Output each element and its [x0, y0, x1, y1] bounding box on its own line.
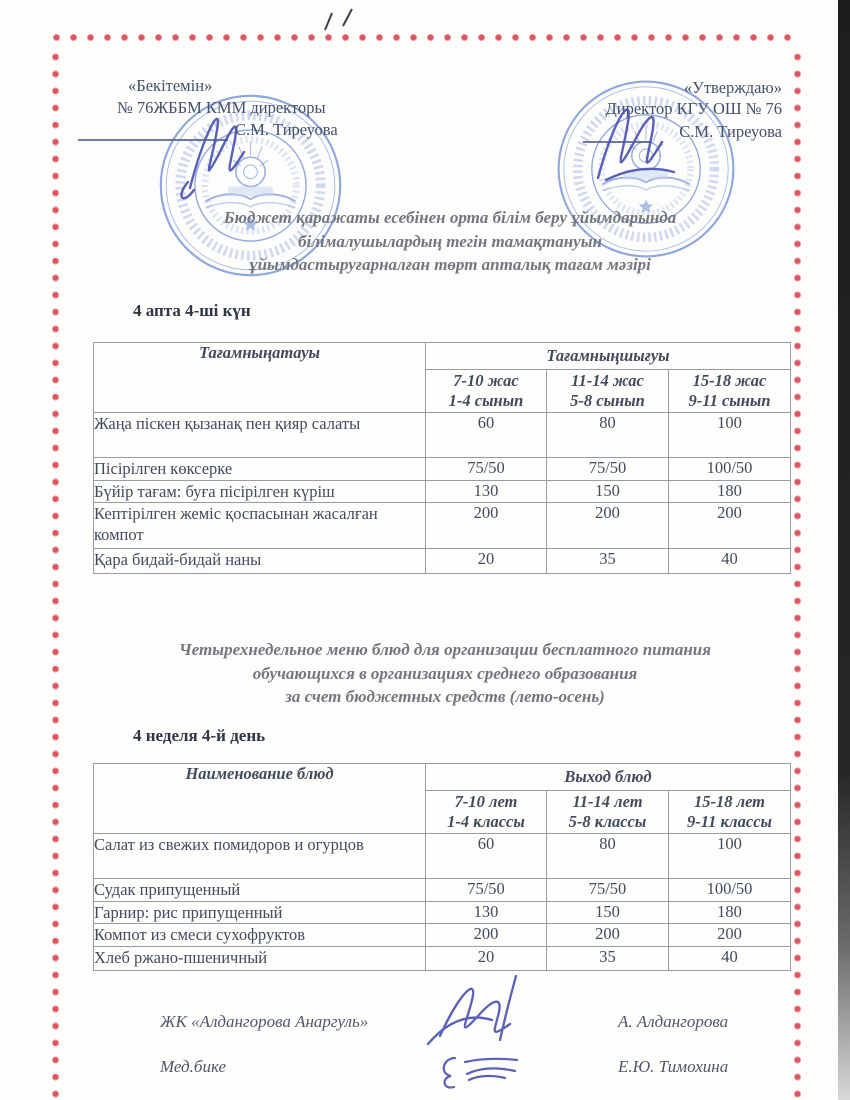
ru-age-1: 7-10 лет [454, 792, 518, 811]
ru-grade-1: 1-4 классы [447, 812, 525, 831]
dish-name: Бүйір тағам: буға пісірілген күріш [94, 481, 426, 503]
dish-value: 100/50 [669, 458, 791, 481]
dish-name: Компот из смеси сухофруктов [94, 924, 426, 947]
approval-right-director: Директор КГУ ОШ № 76 [605, 99, 782, 118]
kk-age-group-1 [426, 370, 547, 413]
ru-col-dish-name: Наименование блюд [94, 764, 426, 834]
dotted-border-right [793, 49, 802, 1100]
dish-value: 80 [547, 834, 669, 879]
dotted-border-top [52, 33, 800, 42]
dish-value: 35 [547, 947, 669, 971]
ru-col-output: Выход блюд [426, 764, 791, 791]
dish-value: 100 [669, 834, 791, 879]
dish-value: 75/50 [426, 458, 547, 481]
table-row [94, 413, 791, 458]
kk-col-output: Тағамныңшығуы [426, 343, 791, 370]
dish-value: 130 [426, 481, 547, 503]
table-row [94, 879, 791, 902]
signature-director-ru [578, 86, 708, 196]
ru-age-group-2 [547, 791, 669, 834]
dish-value: 60 [426, 834, 547, 879]
kk-age-group-2 [547, 370, 669, 413]
dotted-border-left [51, 49, 60, 1100]
title-kk-line2: білімалушылардың тегін тамақтануын [298, 231, 602, 251]
approval-left-title: «Бекітемін» [128, 76, 213, 95]
ru-age-group-3 [669, 791, 791, 834]
kk-grade-3: 9-11 сынып [688, 391, 771, 410]
signature-nurse [435, 1040, 540, 1098]
kk-grade-2: 5-8 сынып [570, 391, 645, 410]
pen-marks [315, 2, 365, 34]
dish-value: 200 [669, 924, 791, 947]
dietitian-label: ЖК «Алдангорова Анаргуль» [160, 1012, 369, 1031]
dish-value: 200 [669, 503, 791, 549]
dish-value: 75/50 [547, 879, 669, 902]
signature-director-kk [172, 92, 292, 212]
kk-age-group-3 [669, 370, 791, 413]
kk-age-3: 15-18 жас [692, 371, 767, 390]
kk-grade-1: 1-4 сынып [448, 391, 524, 410]
ru-age-group-1 [426, 791, 547, 834]
dish-value: 35 [547, 549, 669, 574]
table-row [94, 458, 791, 481]
dish-value: 150 [547, 481, 669, 503]
title-ru-line2: обучающихся в организациях среднего образования [252, 663, 638, 683]
table-row [94, 924, 791, 947]
menu-table-ru [93, 763, 791, 971]
table-row [94, 834, 791, 879]
dish-value: 200 [547, 924, 669, 947]
nurse-name: Е.Ю. Тимохина [618, 1057, 729, 1076]
dish-value: 180 [669, 481, 791, 503]
ru-grade-2: 5-8 классы [568, 812, 647, 831]
document-title-ru [115, 638, 775, 709]
title-kk-line3: ұйымдастыруғарналған төрт апталық тағам мәзірі [249, 255, 651, 274]
kk-age-1: 7-10 жас [453, 371, 519, 390]
dish-name: Кептірілген жеміс қоспасынан жасалған компот [94, 503, 426, 549]
table-row [94, 481, 791, 503]
table-row [94, 503, 791, 549]
dish-value: 80 [547, 413, 669, 458]
dish-value: 200 [426, 503, 547, 549]
table-row [94, 549, 791, 574]
approval-left-director: № 76ЖББМ КММ директоры [117, 98, 326, 117]
dish-name: Судак припущенный [94, 879, 426, 902]
title-kk-line1: Бюджет қаражаты есебінен орта білім беру ұйымдарында [223, 208, 677, 227]
dish-value: 20 [426, 947, 547, 971]
ru-grade-3: 9-11 классы [687, 812, 772, 831]
ru-age-3: 15-18 лет [693, 792, 766, 811]
scan-edge-shadow [838, 0, 850, 1100]
table-row [94, 947, 791, 971]
dish-value: 200 [547, 503, 669, 549]
dish-value: 200 [426, 924, 547, 947]
dish-value: 20 [426, 549, 547, 574]
week-day-label-ru: 4 неделя 4-й день [133, 726, 266, 745]
dish-value: 150 [547, 902, 669, 924]
dietitian-name: А. Алдангорова [618, 1012, 729, 1031]
dish-name: Қара бидай-бидай наны [94, 549, 426, 574]
dish-name: Жаңа піскен қызанақ пен қияр салаты [94, 413, 426, 458]
dish-name: Хлеб ржано-пшеничный [94, 947, 426, 971]
ru-age-2: 11-14 лет [572, 792, 643, 811]
table-row [94, 902, 791, 924]
approval-right-name: С.М. Тиреуова [679, 122, 782, 141]
dish-value: 130 [426, 902, 547, 924]
dish-value: 100/50 [669, 879, 791, 902]
title-ru-line1: Четырехнедельное меню блюд для организации бесплатного питания [179, 640, 711, 659]
dish-value: 75/50 [426, 879, 547, 902]
kk-age-2: 11-14 жас [571, 371, 644, 390]
kk-col-dish-name: Тағамныңатауы [94, 343, 426, 413]
dish-value: 100 [669, 413, 791, 458]
nurse-label: Мед.бике [160, 1057, 227, 1076]
dish-name: Гарнир: рис припущенный [94, 902, 426, 924]
dish-name: Пісірілген көксерке [94, 458, 426, 481]
dish-value: 60 [426, 413, 547, 458]
document-title-kk [120, 206, 780, 277]
dish-value: 75/50 [547, 458, 669, 481]
week-day-label-kk: 4 апта 4-ші күн [133, 301, 251, 320]
dish-value: 40 [669, 549, 791, 574]
approval-left-name: С.М. Тиреуова [235, 120, 338, 139]
approval-right-title: «Утверждаю» [683, 78, 782, 97]
dish-value: 180 [669, 902, 791, 924]
dish-value: 40 [669, 947, 791, 971]
title-ru-line3: за счет бюджетных средств (лето-осень) [285, 687, 605, 706]
dish-name: Салат из свежих помидоров и огурцов [94, 834, 426, 879]
menu-table-kk [93, 342, 791, 574]
